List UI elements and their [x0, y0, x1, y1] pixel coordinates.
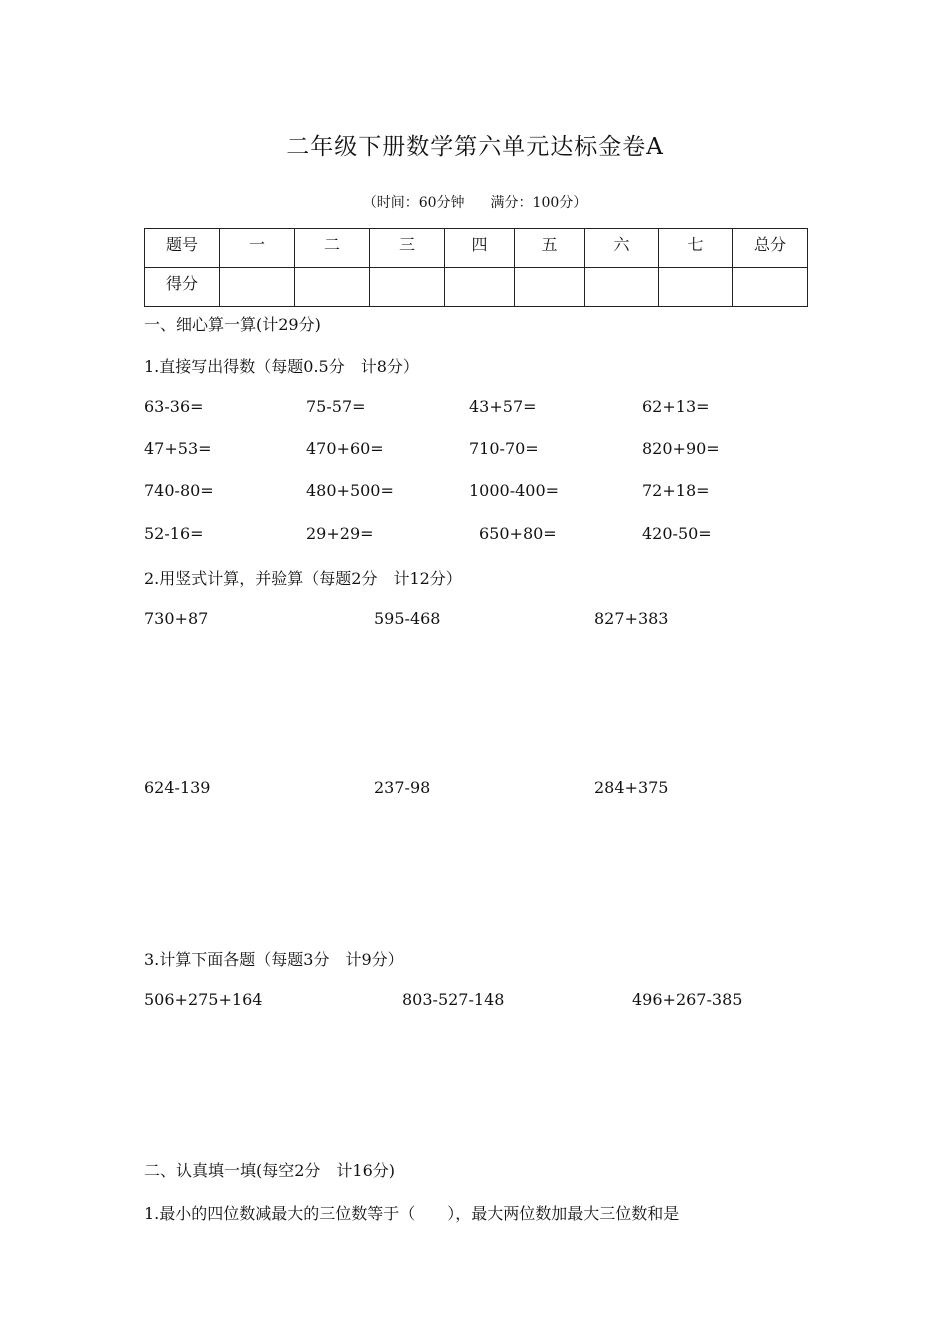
- fill-in-question-1: 1.最小的四位数减最大的三位数等于（ ），最大两位数加最大三位数和是: [144, 1204, 680, 1223]
- problem: 52-16=: [144, 524, 204, 543]
- score-cell[interactable]: [515, 268, 585, 307]
- score-row-label: 得分: [145, 268, 220, 307]
- vertical-problem: 595-468: [374, 609, 441, 628]
- q2-label: 2.用竖式计算，并验算（每题2分 计12分）: [144, 569, 462, 588]
- header-cell-total: 总分: [733, 229, 808, 268]
- exam-info: [0, 192, 950, 212]
- q1-label: 1.直接写出得数（每题0.5分 计8分）: [144, 357, 419, 376]
- score-cell[interactable]: [220, 268, 295, 307]
- problem: 650+80=: [479, 524, 557, 543]
- score-cell[interactable]: [295, 268, 370, 307]
- score-cell[interactable]: [659, 268, 733, 307]
- score-cell[interactable]: [370, 268, 445, 307]
- header-cell-7: 七: [659, 229, 733, 268]
- section-1-heading: 一、细心算一算(计29分): [144, 315, 321, 334]
- vertical-problem: 284+375: [594, 778, 669, 797]
- problem: 62+13=: [642, 397, 710, 416]
- vertical-problem: 827+383: [594, 609, 669, 628]
- header-cell-4: 四: [445, 229, 515, 268]
- page-title: 二年级下册数学第六单元达标金卷A: [286, 134, 664, 160]
- problem: 710-70=: [469, 439, 539, 458]
- problem: 480+500=: [306, 481, 394, 500]
- vertical-problem: 730+87: [144, 609, 209, 628]
- problem: 820+90=: [642, 439, 720, 458]
- problem: 43+57=: [469, 397, 537, 416]
- score-table-score-row: [145, 268, 808, 307]
- header-cell-question-no: 题号: [145, 229, 220, 268]
- header-cell-1: 一: [220, 229, 295, 268]
- score-table: [144, 228, 808, 307]
- problem: 29+29=: [306, 524, 374, 543]
- problem: 63-36=: [144, 397, 204, 416]
- problem: 1000-400=: [469, 481, 560, 500]
- problem: 470+60=: [306, 439, 384, 458]
- exam-full-score: 满分：100分）: [490, 195, 588, 211]
- section-2-heading: 二、认真填一填(每空2分 计16分): [144, 1161, 396, 1180]
- vertical-problem: 624-139: [144, 778, 211, 797]
- problem: 740-80=: [144, 481, 214, 500]
- mixed-problem: 803-527-148: [402, 990, 505, 1009]
- exam-time: （时间：60分钟: [362, 195, 465, 211]
- score-cell[interactable]: [445, 268, 515, 307]
- problem: 47+53=: [144, 439, 212, 458]
- vertical-problem: 237-98: [374, 778, 431, 797]
- q3-label: 3.计算下面各题（每题3分 计9分）: [144, 950, 404, 969]
- header-cell-2: 二: [295, 229, 370, 268]
- score-table-header-row: [145, 229, 808, 268]
- score-cell[interactable]: [585, 268, 659, 307]
- header-cell-3: 三: [370, 229, 445, 268]
- problem: 420-50=: [642, 524, 712, 543]
- header-cell-5: 五: [515, 229, 585, 268]
- header-cell-6: 六: [585, 229, 659, 268]
- mixed-problem: 496+267-385: [632, 990, 743, 1009]
- mixed-problem: 506+275+164: [144, 990, 263, 1009]
- score-cell[interactable]: [733, 268, 808, 307]
- problem: 72+18=: [642, 481, 710, 500]
- problem: 75-57=: [306, 397, 366, 416]
